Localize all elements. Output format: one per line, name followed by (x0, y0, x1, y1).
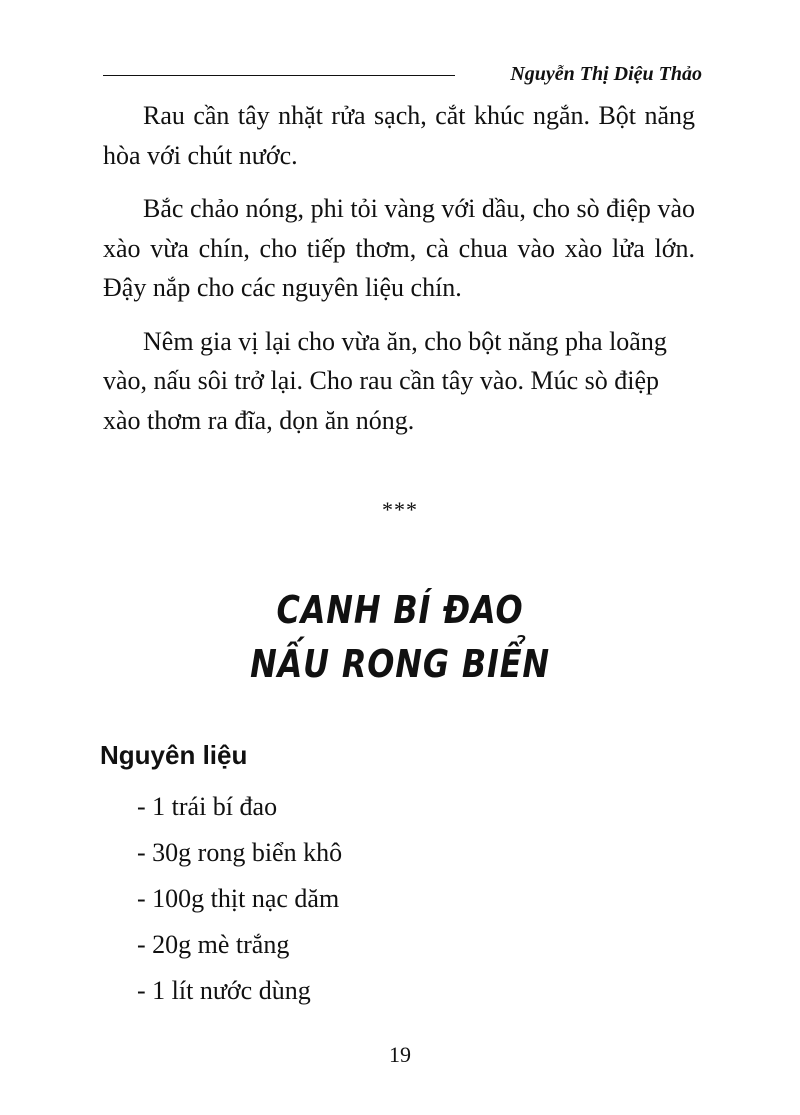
recipe-title-line-1: CANH BÍ ĐAO (276, 588, 524, 632)
ingredients-list (137, 784, 342, 1014)
paragraph-1: Rau cần tây nhặt rửa sạch, cắt khúc ngắn. Bột năng hòa với chút nước. (103, 101, 695, 170)
section-separator: *** (382, 497, 418, 522)
recipe-title (64, 583, 736, 691)
recipe-title-line-2: NẤU RONG BIỂN (250, 642, 550, 686)
list-item: - 1 lít nước dùng (137, 976, 311, 1005)
list-item: - 100g thịt nạc dăm (137, 884, 340, 913)
list-item: - 1 trái bí đao (137, 792, 278, 821)
header-rule (103, 75, 455, 76)
paragraph-2: Bắc chảo nóng, phi tỏi vàng với dầu, cho sò điệp vào xào vừa chín, cho tiếp thơm, cà chua vào xào lửa lớn. Đậy nắp cho các nguyên liệu chín. (103, 194, 695, 302)
list-item: - 30g rong biển khô (137, 838, 343, 867)
list-item: - 20g mè trắng (137, 930, 290, 959)
page-number: 19 (389, 1042, 411, 1067)
ingredients-heading: Nguyên liệu (100, 740, 248, 770)
running-header-author: Nguyễn Thị Diệu Thảo (510, 63, 702, 85)
paragraph-3: Nêm gia vị lại cho vừa ăn, cho bột năng pha loãng vào, nấu sôi trở lại. Cho rau cần tây vào. Múc sò điệp xào thơm ra đĩa, dọn ăn nóng. (103, 326, 667, 435)
body-text (103, 96, 695, 454)
